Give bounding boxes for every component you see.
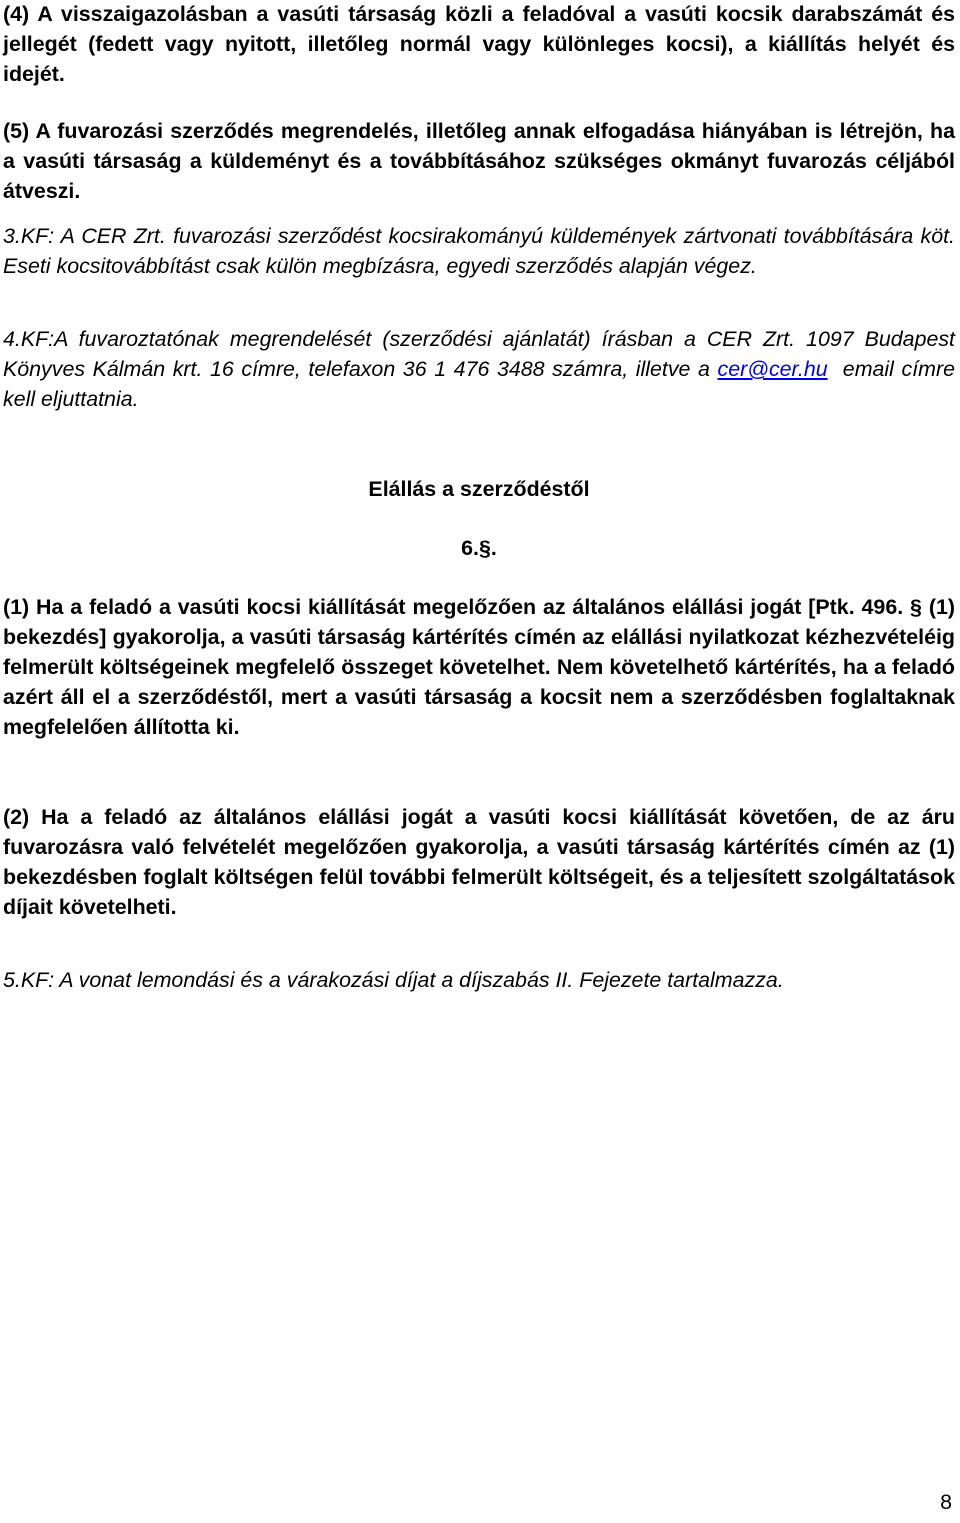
email-link[interactable]: cer@cer.hu bbox=[717, 357, 828, 381]
kf-4-tail: email címre kell eljuttatnia. bbox=[3, 357, 955, 411]
kf-4-note bbox=[3, 324, 955, 414]
section-title: Elállás a szerződéstől bbox=[368, 477, 590, 501]
paragraph-4: (4) A visszaigazolásban a vasúti társaság közli a feladóval a vasúti kocsik darabszámát és jellegét (fedett vagy nyitott, illetőleg normál vagy különleges kocsi), a kiállítás helyét és idejét. bbox=[3, 2, 955, 86]
page-number: 8 bbox=[940, 1490, 952, 1514]
section-paragraph-1: (1) Ha a feladó a vasúti kocsi kiállítását megelőzően az általános elállási jogát [Ptk. 496. § (1) bekezdés] gyakorolja, a vasúti társaság kártérítés címén az elállási nyilatkozat kézhezvételéig felmerült költségeinek megfelelő összeget követelhet. Nem követelhető kártérítés, ha a feladó azért áll el a szerződéstől, mert a vasúti társaság a kocsit nem a szerződésben foglaltaknak megfelelően állította ki. bbox=[3, 595, 955, 739]
section-number: 6.§. bbox=[461, 536, 497, 560]
section-paragraph-2: (2) Ha a feladó az általános elállási jogát a vasúti kocsi kiállítását követően, de az áru fuvarozásra való felvételét megelőzően gyakorolja, a vasúti társaság kártérítés címén az (1) bekezdésben foglalt költségen felül további felmerült költségeit, és a teljesített szolgáltatások díjait követelheti. bbox=[3, 805, 955, 919]
kf-4-text: 4.KF:A fuvaroztatónak megrendelését (szerződési ajánlatát) írásban a CER Zrt. 1097 Budapest Könyves Kálmán krt. 16 címre, telefaxon 36 1 476 3488 számra, illetve a bbox=[3, 327, 955, 381]
paragraph-5: (5) A fuvarozási szerződés megrendelés, illetőleg annak elfogadása hiányában is létrejön, ha a vasúti társaság a küldeményt és a továbbításához szükséges okmányt fuvarozás céljából átveszi. bbox=[3, 119, 955, 203]
kf-3-note: 3.KF: A CER Zrt. fuvarozási szerződést kocsirakományú küldemények zártvonati továbbítására köt. Eseti kocsitovábbítást csak külön megbízásra, egyedi szerződés alapján végez. bbox=[3, 224, 955, 278]
kf-5-note: 5.KF: A vonat lemondási és a várakozási díjat a díjszabás II. Fejezete tartalmazza. bbox=[3, 968, 784, 992]
